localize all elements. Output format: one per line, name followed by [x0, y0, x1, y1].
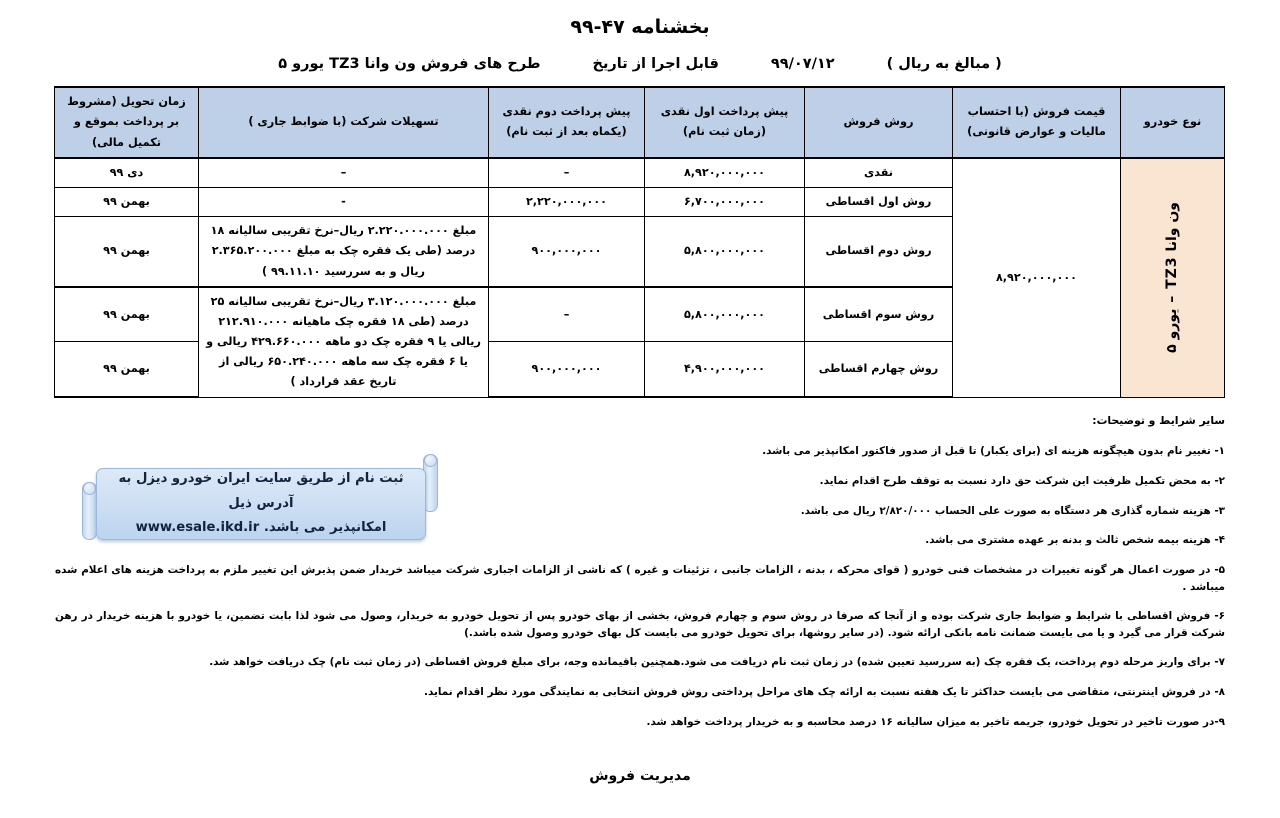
column-header-sale-price: قیمت فروش (با احتساب مالیات و عوارض قانونی): [953, 87, 1121, 158]
first-prepay-cell: ۶,۷۰۰,۰۰۰,۰۰۰: [645, 188, 805, 217]
delivery-time-cell: بهمن ۹۹: [55, 287, 199, 342]
second-prepay-cell: ۹۰۰,۰۰۰,۰۰۰: [489, 217, 645, 287]
first-prepay-cell: ۴,۹۰۰,۰۰۰,۰۰۰: [645, 342, 805, 397]
effective-date: ۹۹/۰۷/۱۲: [770, 56, 835, 72]
scroll-roll-cap-icon: [424, 454, 437, 467]
effective-date-label: قابل اجرا از تاریخ: [592, 56, 719, 72]
note-item: ۹-در صورت تاخیر در تحویل خودرو، جریمه تاخیر به میزان سالیانه ۱۶ درصد محاسبه و به خریدار پرداخت خواهد شد.: [646, 715, 1225, 728]
scroll-roll-left-icon: [82, 482, 97, 540]
notes-section: [0, 398, 1280, 730]
delivery-time-cell: بهمن ۹۹: [55, 217, 199, 287]
facilities-cell: -: [199, 188, 489, 217]
table-row: [55, 158, 1225, 188]
delivery-time-cell: بهمن ۹۹: [55, 188, 199, 217]
sale-method-cell: روش دوم اقساطی: [805, 217, 953, 287]
facilities-cell: مبلغ ۲.۲۲۰.۰۰۰.۰۰۰ ریال–نرخ تقریبی سالیانه ۱۸ درصد (طی یک فقره چک به مبلغ ۲.۳۶۵.۲۰۰.۰۰۰ ریال و به سررسید ۹۹.۱۱.۱۰ ): [199, 217, 489, 287]
second-prepay-cell: –: [489, 158, 645, 188]
currency-note: ( مبالغ به ریال ): [886, 56, 1002, 72]
second-prepay-cell: ۲,۲۲۰,۰۰۰,۰۰۰: [489, 188, 645, 217]
notes-heading: سایر شرایط و توضیحات:: [1092, 414, 1225, 428]
note-item: ۸- در فروش اینترنتی، متقاضی می بایست حداکثر تا یک هفته نسبت به ارائه چک های مراحل پرداختی روش فروش انتخابی به نمایندگی مورد نظر اقدام نماید.: [424, 686, 1225, 699]
registration-callout: [80, 460, 440, 548]
plans-table: [54, 86, 1225, 398]
first-prepay-cell: ۸,۹۲۰,۰۰۰,۰۰۰: [645, 158, 805, 188]
sale-method-cell: روش سوم اقساطی: [805, 287, 953, 342]
subtitle-row: [0, 56, 1280, 72]
delivery-time-cell: دی ۹۹: [55, 158, 199, 188]
sale-method-cell: نقدی: [805, 158, 953, 188]
sale-price-cell: ۸,۹۲۰,۰۰۰,۰۰۰: [953, 158, 1121, 397]
note-item: ۷- برای واریز مرحله دوم پرداخت، یک فقره چک (به سررسید تعیین شده) در زمان ثبت نام دریافت می شود.همچنین باقیمانده وجه، برای مبلغ فروش اقساطی (در زمان ثبت نام) چک دریافت خواهد شد.: [209, 656, 1225, 669]
column-header-delivery-time: زمان تحویل (مشروط بر پرداخت بموقع و تکمیل مالی): [55, 87, 199, 158]
facilities-cell: مبلغ ۳.۱۲۰.۰۰۰.۰۰۰ ریال–نرخ تقریبی سالیانه ۲۵ درصد (طی ۱۸ فقره چک ماهیانه ۲۱۲.۹۱۰.۰۰۰ ریالی یا ۹ فقره چک دو ماهه ۴۲۹.۶۶۰.۰۰۰ ریالی و یا ۶ فقره چک سه ماهه ۶۵۰.۲۴۰.۰۰۰ ریالی از تاریخ عقد قرارداد ): [199, 287, 489, 397]
column-header-sale-method: روش فروش: [805, 87, 953, 158]
plans-table-container: [0, 86, 1280, 398]
first-prepay-cell: ۵,۸۰۰,۰۰۰,۰۰۰: [645, 217, 805, 287]
column-header-facilities: تسهیلات شرکت (با ضوابط جاری ): [199, 87, 489, 158]
note-item: ۶- فروش اقساطی با شرایط و ضوابط جاری شرکت بوده و از آنجا که صرفا در روش سوم و چهارم فروش، بخشی از بهای خودرو پس از تحویل خودرو به خریدار، وصول می شود لذا بابت تضمین، یا خودرو با هزینه خریدار در رهن شرکت قرار می گیرد و یا می بایست ضمانت نامه بانکی ارائه شود. (در سایر روشها، برای تحویل خودرو می بایست کل بهای خودرو وصول شده باشد.): [55, 610, 1225, 639]
sale-method-cell: روش اول اقساطی: [805, 188, 953, 217]
column-header-vehicle-type: نوع خودرو: [1121, 87, 1225, 158]
sale-method-cell: روش چهارم اقساطی: [805, 342, 953, 397]
second-prepay-cell: ۹۰۰,۰۰۰,۰۰۰: [489, 342, 645, 397]
second-prepay-cell: –: [489, 287, 645, 342]
plans-subtitle: طرح های فروش ون وانا TZ3 یورو ۵: [278, 56, 541, 72]
delivery-time-cell: بهمن ۹۹: [55, 342, 199, 397]
first-prepay-cell: ۵,۸۰۰,۰۰۰,۰۰۰: [645, 287, 805, 342]
note-item: ۱- تغییر نام بدون هیچگونه هزینه ای (برای یکبار) تا قبل از صدور فاکتور امکانپذیر می باشد.: [762, 445, 1225, 458]
note-item: ۳- هزینه شماره گذاری هر دستگاه به صورت علی الحساب ۲/۸۲۰/۰۰۰ ریال می باشد.: [800, 504, 1225, 517]
callout-line-1: ثبت نام از طریق سایت ایران خودرو دیزل به آدرس ذیل: [118, 471, 404, 511]
page-title: بخشنامه ۴۷-۹۹: [570, 16, 710, 38]
note-item: ۴- هزینه بیمه شخص ثالث و بدنه بر عهده مشتری می باشد.: [925, 534, 1225, 547]
footer-signature: مدیریت فروش: [589, 768, 691, 784]
table-header-row: [55, 87, 1225, 158]
scroll-roll-cap-icon: [83, 482, 96, 495]
vehicle-type-cell: [1121, 158, 1225, 397]
note-item: ۵- در صورت اعمال هر گونه تغییرات در مشخصات فنی خودرو ( قوای محرکه ، بدنه ، الزامات جانبی ، تزئینات و غیره ) که ناشی از الزامات اجباری شرکت میباشد خریدار ضمن پذیرش این تغییر ملزم به پرداخت هزینه های اعلام شده میباشد .: [55, 563, 1225, 593]
callout-line-2: امکانپذیر می باشد.: [263, 520, 387, 536]
callout-text: [97, 467, 425, 540]
registration-url-link[interactable]: www.esale.ikd.ir: [135, 520, 260, 536]
callout-body: [96, 468, 426, 540]
column-header-first-prepay: پیش پرداخت اول نقدی (زمان ثبت نام): [645, 87, 805, 158]
note-item: ۲- به محض تکمیل ظرفیت این شرکت حق دارد نسبت به توقف طرح اقدام نماید.: [819, 474, 1225, 487]
column-header-second-prepay: پیش پرداخت دوم نقدی (یکماه بعد از ثبت نام): [489, 87, 645, 158]
vehicle-type-label: ون وانا TZ3 – یورو ۵: [1163, 202, 1180, 354]
facilities-cell: –: [199, 158, 489, 188]
